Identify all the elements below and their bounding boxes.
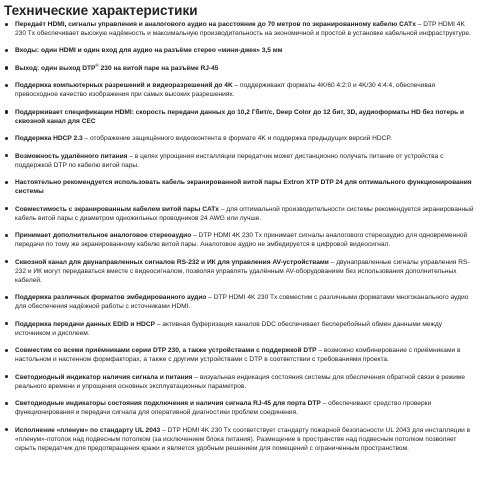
bullet-icon [5, 402, 8, 405]
spec-item [4, 293, 476, 311]
spec-item [4, 81, 476, 99]
bullet-icon [5, 110, 8, 113]
page-title: Технические характеристики [4, 3, 198, 18]
spec-item-text: – в целях упрощения инсталляции передатчик может дистанционно получать питание от устройства с поддержкой DTP по кабелю витой пары. [15, 152, 444, 169]
bullet-icon [5, 137, 8, 140]
spec-item-heading: Поддержка различных форматов эмбедированного аудио [15, 294, 207, 302]
bullet-icon [5, 154, 8, 157]
spec-item-text: – возможно комбинирование с приёмниками в настольном и настенном формфакторах, а также с другими устройствами с DTP в соответствии с требованиями проекта. [15, 347, 461, 364]
spec-item-text: – отображение защищённого видеоконтента в формате 4K и поддержка предыдущих версий HDCP. [82, 135, 392, 143]
spec-item-heading: Поддержка передачи данных EDID и HDCP [15, 320, 155, 328]
spec-item-heading: Передаёт HDMI, сигналы управления и аналогового аудио на расстояние до 70 метров по экранированному кабелю CATx [15, 21, 416, 28]
spec-item [4, 231, 476, 249]
spec-item [4, 426, 476, 453]
bullet-icon [5, 375, 8, 378]
spec-item [4, 258, 476, 285]
bullet-icon [5, 260, 8, 263]
bullet-icon [5, 181, 8, 184]
spec-list [4, 20, 476, 453]
bullet-icon [5, 234, 8, 237]
spec-item-text: – обеспечивают средство проверки функционирования и передачи сигнала для оперативной диагностики проблем соединения. [15, 400, 432, 417]
spec-item [4, 108, 476, 126]
spec-item [4, 134, 476, 143]
spec-item [4, 399, 476, 417]
bullet-icon [5, 322, 8, 325]
spec-item-heading: Совместим со всеми приёмниками серии DTP 230, а также устройствами с поддержкой DTP [15, 347, 317, 355]
spec-item-text: – поддерживают форматы 4K/60 4:2:0 и 4K/30 4:4:4, обеспечивая превосходное качество изображения при самых высоких разрешениях. [15, 82, 436, 99]
bullet-icon [5, 207, 8, 210]
spec-item-heading: Исполнение «пленум» по стандарту UL 2043 [15, 426, 161, 434]
bullet-icon [5, 84, 8, 87]
spec-item-text: – для оптимальной производительности системы рекомендуется экранированный кабель витой пары с диаметром одножильных проводников 24 AWG или лучше. [15, 205, 474, 222]
registered-mark: ® [95, 62, 99, 68]
spec-item-text: – DTP HDMI 4K 230 Tx обеспечивает высокую надёжность и максимальную производительность на экономичной и простой в установке кабельной инфраструктуре. [15, 21, 471, 38]
spec-item-heading: Настоятельно рекомендуется использовать кабель экранированной витой пары Extron XTP DTP 24 для оптимального функционирования системы [15, 179, 472, 196]
spec-item-heading: Выход: один выход DTP [15, 64, 96, 72]
spec-item-text: – DTP HDMI 4K 230 Tx принимает сигналы аналогового стереоаудио для одновременной передачи по тому же экранированному кабелю витой пары. Аналоговое аудио не эмбедируется в цифровой видеосигнал. [15, 232, 468, 249]
spec-item-heading: Входы: один HDMI и один вход для аудио на разъёме стерео «мини-джек» 3,5 мм [15, 47, 283, 55]
spec-item-heading: Сквозной канал для двунаправленных сигналов RS-232 и ИК для управления AV-устройствами [15, 258, 329, 266]
spec-item [4, 178, 476, 196]
spec-item-heading: Принимает дополнительное аналоговое стереоаудио [15, 232, 192, 240]
spec-item-text: – двунаправленные сигналы управления RS-232 и ИК могут передаваться вместе с видеосигналом, позволяя управлять удалённым AV-оборудованием без использования дополнительных кабелей. [15, 258, 470, 284]
spec-item [4, 46, 476, 55]
spec-item-heading-cont: 230 на витой паре на разъёме RJ-45 [98, 64, 219, 72]
spec-item-heading: Светодиодный индикатор наличия сигнала и питания [15, 373, 193, 381]
spec-item [4, 20, 476, 38]
spec-item [4, 373, 476, 391]
spec-item [4, 205, 476, 223]
spec-item [4, 152, 476, 170]
spec-item-text: – визуальная индикация состояния системы для обеспечения обратной связи в режиме реального времени и упрощения основных эксплуатационных параметров. [15, 373, 465, 390]
spec-item-text: – активная буферизация каналов DDC обеспечивает бесперебойный обмен данными между источником и дисплеем. [15, 320, 443, 337]
spec-item-heading: Возможность удалённого питания [15, 152, 128, 160]
spec-item-heading: Светодиодные индикаторы состояния подключения и наличия сигнала RJ-45 для порта DTP [15, 400, 321, 408]
bullet-icon [5, 296, 8, 299]
bullet-icon [5, 49, 8, 52]
spec-item-heading: Поддержка HDCP 2.3 [15, 135, 83, 143]
spec-item-text: – DTP HDMI 4K 230 Tx совместим с различными форматами многоканального аудио для обеспечения надёжной работы с источниками HDMI. [15, 294, 469, 311]
spec-item [4, 64, 476, 73]
spec-item-heading: Поддерживает спецификации HDMI: скорость передачи данных до 10,2 Гбит/с, Deep Color до 12 бит, 3D, аудиоформаты HD без потерь и сквозной канал для CEC [15, 108, 465, 125]
bullet-icon [5, 66, 8, 69]
spec-item-text: – DTP HDMI 4K 230 Tx соответствует стандарту пожарной безопасности UL 2043 для инсталляции в «пленум»-потолок над подвесным потолком (за исключением блока питания). Размещение в пространстве над подвесным потолком позволяет скрыть передатчик для предотвращения кражи и является удобным решением для помещений с ограниченным пространством. [15, 426, 471, 452]
spec-item-heading: Поддержка компьютерных разрешений и видеоразрешений до 4K [15, 82, 233, 90]
spec-item [4, 320, 476, 338]
bullet-icon [5, 349, 8, 352]
spec-item [4, 346, 476, 364]
spec-item-heading: Совместимость с экранированным кабелем витой пары CATx [15, 205, 219, 213]
bullet-icon [5, 428, 8, 431]
bullet-icon [5, 23, 8, 26]
